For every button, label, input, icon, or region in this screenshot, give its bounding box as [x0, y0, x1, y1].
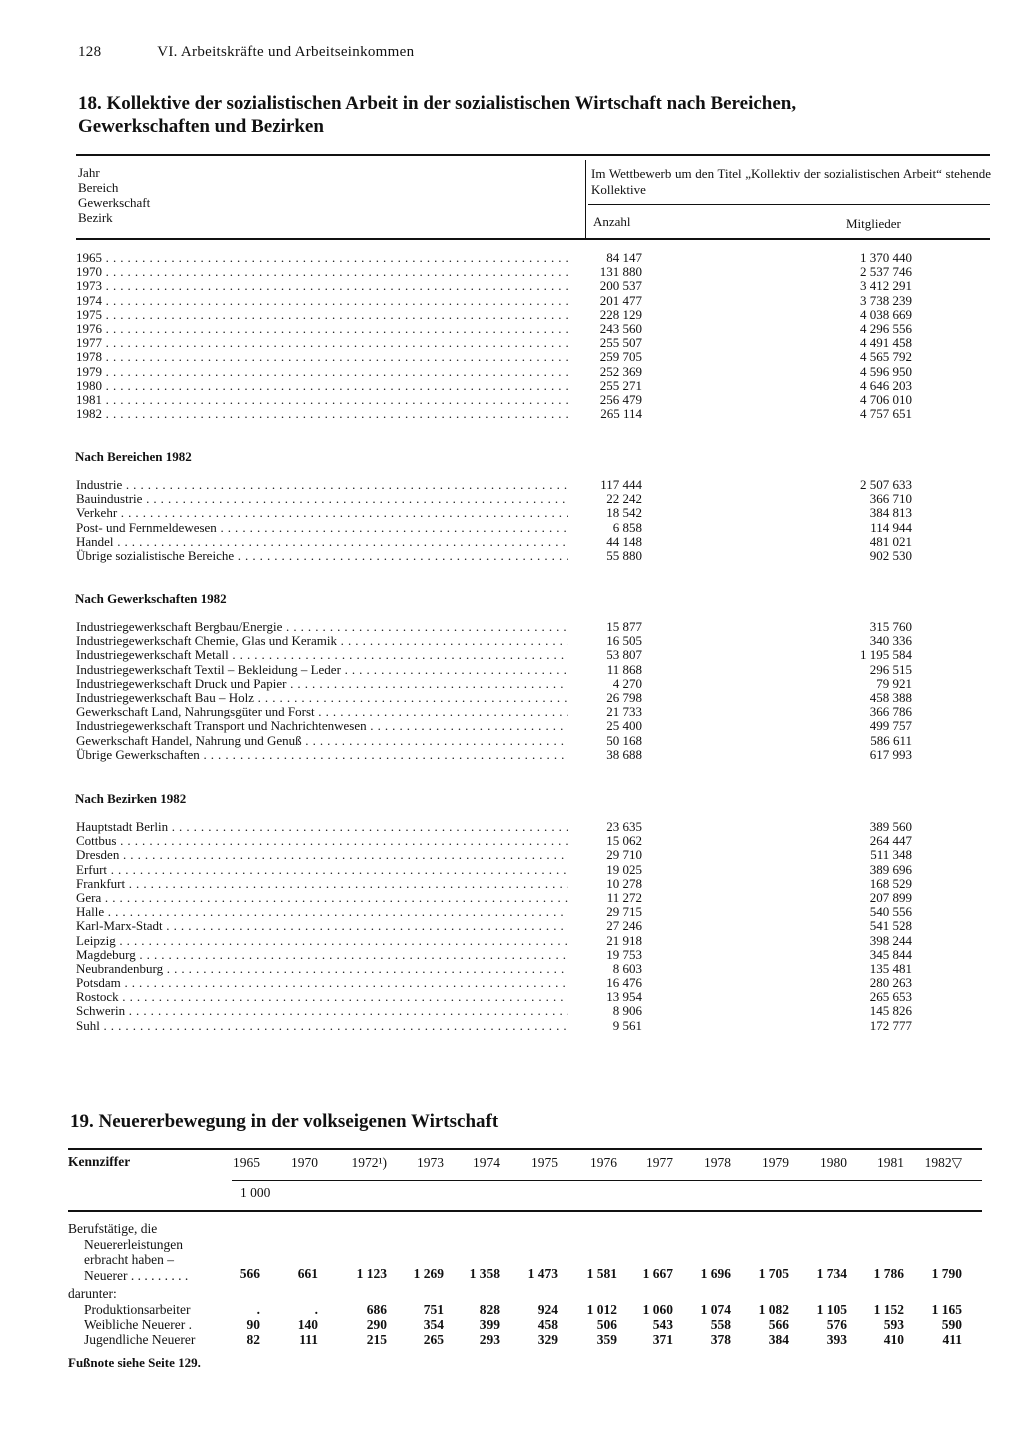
table19-header-bottom-rule [68, 1210, 982, 1212]
header-bottom-rule [76, 238, 990, 240]
row-label: Gera . . . [76, 891, 568, 905]
row-label: Verkehr . . . [76, 506, 568, 520]
table19-year-header: 1975 [531, 1155, 558, 1170]
table-row [0, 891, 1024, 905]
header-bezirk: Bezirk [78, 210, 113, 225]
table19-title: 19. Neuererbewegung in der volkseigenen Wirtschaft [70, 1111, 499, 1132]
row-label: 1975 . . . [76, 308, 568, 322]
table18-title-line1: 18. Kollektive der sozialistischen Arbeit in der sozialistischen Wirtschaft nach Bereichen, [78, 93, 797, 114]
row-mitglieder: 902 530 [869, 547, 912, 563]
row-mitglieder: 540 556 [869, 904, 912, 920]
row-label: 1970 . . . [76, 265, 568, 279]
row-anzahl: 15 062 [606, 833, 642, 849]
row-label: Industriegewerkschaft Textil – Bekleidung – Leder . . . [76, 663, 568, 677]
row-mitglieder: 135 481 [869, 960, 912, 976]
row-label: Potsdam . . . [76, 976, 568, 990]
row-label: Gewerkschaft Handel, Nahrung und Genuß . . . [76, 734, 568, 748]
row-mitglieder: 481 021 [869, 533, 912, 549]
table-row [0, 549, 1024, 563]
table-row [0, 308, 1024, 322]
table-row [0, 350, 1024, 364]
row-label: Karl-Marx-Stadt . . . [76, 919, 568, 933]
row-anzahl: 26 798 [606, 689, 642, 705]
row-anzahl: 16 476 [606, 975, 642, 991]
table19-label-line: Neuerer . . . . . . . . . [84, 1267, 189, 1283]
table-row [0, 990, 1024, 1004]
table19-subrow-value: 590 [941, 1317, 962, 1332]
header-anzahl: Anzahl [593, 214, 631, 229]
table19-subrow-value: 566 [768, 1317, 789, 1332]
table19-subrow-value: 290 [366, 1317, 387, 1332]
row-label: Industriegewerkschaft Bergbau/Energie . . . [76, 620, 568, 634]
table19-neuerer-value: 1 790 [931, 1266, 962, 1281]
table-row [0, 648, 1024, 662]
table19-subrow-label: Jugendliche Neuerer [84, 1332, 196, 1347]
table19-subrow-value: . [256, 1302, 260, 1317]
table-row [0, 820, 1024, 834]
table19-subrow-value: 751 [423, 1302, 444, 1317]
table-row [0, 748, 1024, 762]
row-mitglieder: 458 388 [869, 689, 912, 705]
row-anzahl: 21 918 [606, 932, 642, 948]
row-mitglieder: 2 537 746 [860, 264, 912, 280]
table18-header-left [78, 165, 150, 225]
section-bezirke-title: Nach Bezirken 1982 [75, 791, 187, 806]
table19-footnote: Fußnote siehe Seite 129. [68, 1355, 201, 1370]
row-anzahl: 23 635 [606, 819, 642, 834]
table19-year-header: 1973 [417, 1155, 444, 1170]
table-row [0, 322, 1024, 336]
row-anzahl: 29 710 [606, 847, 642, 863]
table19-subrow-value: 1 060 [642, 1302, 673, 1317]
table-row [0, 634, 1024, 648]
row-anzahl: 18 542 [606, 505, 642, 521]
table19-neuerer-value: 1 667 [642, 1266, 673, 1281]
row-mitglieder: 4 491 458 [860, 335, 912, 351]
row-mitglieder: 389 560 [869, 819, 912, 834]
table19-year-header: 1976 [590, 1155, 617, 1170]
row-label: Erfurt . . . [76, 863, 568, 877]
table19-year-header: 1970 [291, 1155, 318, 1170]
row-mitglieder: 280 263 [869, 975, 912, 991]
table19-neuerer-value: 1 786 [873, 1266, 904, 1281]
row-mitglieder: 1 195 584 [860, 647, 912, 663]
row-anzahl: 55 880 [606, 547, 642, 563]
table19-unit: 1 000 [240, 1185, 271, 1200]
row-mitglieder: 366 710 [869, 491, 912, 507]
row-label: Industriegewerkschaft Transport und Nachrichtenwesen . . . [76, 719, 568, 733]
table19-label-line: Berufstätige, die [68, 1221, 158, 1236]
table19-subrow-value: 111 [299, 1332, 318, 1347]
row-mitglieder: 586 611 [870, 732, 912, 748]
row-anzahl: 21 733 [606, 704, 642, 720]
row-label: Dresden . . . [76, 848, 568, 862]
table19-subrow-value: 359 [596, 1332, 617, 1347]
table19-neuerer-value: 1 705 [758, 1266, 789, 1281]
row-mitglieder: 366 786 [869, 704, 912, 720]
table-row [0, 336, 1024, 350]
row-mitglieder: 4 706 010 [860, 391, 912, 407]
row-mitglieder: 384 813 [869, 505, 912, 521]
row-label: 1982 . . . [76, 407, 568, 421]
row-anzahl: 25 400 [606, 718, 642, 734]
table19-year-header: 1981 [877, 1155, 904, 1170]
row-mitglieder: 4 646 203 [860, 377, 912, 393]
row-label: 1981 . . . [76, 393, 568, 407]
running-head [78, 44, 414, 61]
table19-neuerer-value: 566 [239, 1266, 260, 1281]
row-anzahl: 38 688 [606, 746, 642, 762]
rows-gewerkschaften [0, 620, 1024, 762]
table-row [0, 251, 1024, 265]
table19-neuerer-value: 1 473 [527, 1266, 558, 1281]
row-anzahl: 9 561 [612, 1017, 642, 1033]
table19-neuerer-value: 1 269 [413, 1266, 444, 1281]
table-row [0, 663, 1024, 677]
row-mitglieder: 4 038 669 [860, 306, 912, 322]
row-label: Übrige sozialistische Bereiche . . . [76, 549, 568, 563]
table19-subrow-value: 686 [366, 1302, 387, 1317]
row-mitglieder: 172 777 [869, 1017, 912, 1033]
table-row [0, 691, 1024, 705]
table19-year-header: 1982▽ [924, 1155, 962, 1170]
row-anzahl: 11 272 [606, 889, 642, 905]
table19-subrow-value: 924 [537, 1302, 558, 1317]
table-row [0, 294, 1024, 308]
row-anzahl: 243 560 [599, 320, 642, 336]
row-mitglieder: 1 370 440 [860, 250, 912, 265]
row-label: 1973 . . . [76, 279, 568, 293]
table19-subrow-value: 371 [652, 1332, 673, 1347]
table19-subrow-value: 828 [479, 1302, 500, 1317]
row-anzahl: 8 603 [612, 960, 642, 976]
table-row [0, 407, 1024, 421]
table19-neuerer-value: 1 581 [586, 1266, 617, 1281]
row-mitglieder: 340 336 [869, 633, 912, 649]
table19-subrow-value: 1 074 [700, 1302, 731, 1317]
row-label: Bauindustrie . . . [76, 492, 568, 506]
row-label: Neubrandenburg . . . [76, 962, 568, 976]
row-anzahl: 50 168 [606, 732, 642, 748]
table19-unit-rule [232, 1180, 982, 1181]
row-anzahl: 29 715 [606, 904, 642, 920]
row-label: Industriegewerkschaft Metall . . . [76, 648, 568, 662]
row-mitglieder: 4 596 950 [860, 363, 912, 379]
table-row [0, 719, 1024, 733]
table-row [0, 379, 1024, 393]
table19-neuerer-value: 1 734 [816, 1266, 847, 1281]
row-anzahl: 4 270 [612, 675, 642, 691]
header-jahr: Jahr [78, 165, 100, 180]
row-label: Leipzig . . . [76, 934, 568, 948]
row-anzahl: 228 129 [599, 306, 642, 322]
section-bereiche-title: Nach Bereichen 1982 [75, 449, 192, 464]
row-mitglieder: 79 921 [876, 675, 912, 691]
table-row [0, 934, 1024, 948]
row-label: Gewerkschaft Land, Nahrungsgüter und Forst . . . [76, 705, 568, 719]
table19-subrow-value: 593 [883, 1317, 904, 1332]
table19-label-line: erbracht haben – [84, 1252, 174, 1267]
header-wettbewerb: Im Wettbewerb um den Titel „Kollektiv der sozialistischen Arbeit“ stehende Kollektive [591, 166, 991, 197]
row-mitglieder: 389 696 [869, 861, 912, 877]
table19-subrow-value: 1 082 [758, 1302, 789, 1317]
row-anzahl: 53 807 [606, 647, 642, 663]
table19-subrow-value: 265 [423, 1332, 444, 1347]
row-anzahl: 27 246 [606, 918, 642, 934]
table-row [0, 478, 1024, 492]
row-anzahl: 22 242 [606, 491, 642, 507]
table-row [0, 734, 1024, 748]
table-row [0, 877, 1024, 891]
section-gewerkschaften-title: Nach Gewerkschaften 1982 [75, 591, 227, 606]
row-anzahl: 255 271 [599, 377, 642, 393]
row-anzahl: 19 025 [606, 861, 642, 877]
row-anzahl: 255 507 [599, 335, 642, 351]
row-mitglieder: 541 528 [869, 918, 912, 934]
table19-subrow-value: 458 [537, 1317, 558, 1332]
row-mitglieder: 4 565 792 [860, 349, 912, 365]
table19-subrow-label: Weibliche Neuerer . [84, 1317, 192, 1332]
table19-neuerer-value: 1 696 [700, 1266, 731, 1281]
table19-year-header: 1974 [473, 1155, 500, 1170]
table19-neuerer-value: 1 123 [356, 1266, 387, 1281]
table-row [0, 677, 1024, 691]
table19-subrow-value: 1 012 [586, 1302, 617, 1317]
rows-years [0, 251, 1024, 421]
table19-year-header: 1978 [704, 1155, 731, 1170]
table-row [0, 265, 1024, 279]
table19-subrow-value: 378 [710, 1332, 731, 1347]
header-subrule [588, 204, 990, 205]
row-anzahl: 131 880 [599, 264, 642, 280]
row-label: Schwerin . . . [76, 1004, 568, 1018]
chapter-title: VI. Arbeitskräfte und Arbeitseinkommen [157, 44, 415, 60]
row-label: Magdeburg . . . [76, 948, 568, 962]
table19-subrow-value: 293 [479, 1332, 500, 1347]
row-mitglieder: 398 244 [869, 932, 912, 948]
row-anzahl: 44 148 [606, 533, 642, 549]
row-mitglieder: 617 993 [869, 746, 912, 762]
table-row [0, 365, 1024, 379]
row-label: Industriegewerkschaft Chemie, Glas und Keramik . . . [76, 634, 568, 648]
table-row [0, 705, 1024, 719]
row-label: Rostock . . . [76, 990, 568, 1004]
table-row [0, 962, 1024, 976]
table19-subrow-value: 543 [652, 1317, 673, 1332]
table19-top-rule [68, 1148, 982, 1150]
table-row [0, 620, 1024, 634]
row-anzahl: 201 477 [599, 292, 642, 308]
top-rule [76, 154, 990, 156]
row-label: Post- und Fernmeldewesen . . . [76, 521, 568, 535]
row-mitglieder: 315 760 [869, 619, 912, 634]
table19-subrow-value: 399 [479, 1317, 500, 1332]
row-anzahl: 8 906 [612, 1003, 642, 1019]
row-anzahl: 117 444 [600, 477, 642, 492]
row-anzahl: 16 505 [606, 633, 642, 649]
row-mitglieder: 168 529 [869, 875, 912, 891]
page-number: 128 [78, 44, 102, 60]
row-anzahl: 13 954 [606, 989, 642, 1005]
row-mitglieder: 499 757 [869, 718, 912, 734]
header-divider [585, 160, 586, 240]
table19-year-header: 1977 [646, 1155, 673, 1170]
row-mitglieder: 265 653 [869, 989, 912, 1005]
rows-bezirke [0, 820, 1024, 1033]
table-row [0, 976, 1024, 990]
table-row [0, 948, 1024, 962]
table-row [0, 492, 1024, 506]
table19-subrow-value: 506 [596, 1317, 617, 1332]
row-mitglieder: 511 348 [870, 847, 912, 863]
table19-subrow-value: 215 [366, 1332, 387, 1347]
rows-bereiche [0, 478, 1024, 563]
table-row [0, 1004, 1024, 1018]
row-label: 1980 . . . [76, 379, 568, 393]
table19-year-header: 1965 [233, 1155, 260, 1170]
row-label: 1979 . . . [76, 365, 568, 379]
table-row [0, 848, 1024, 862]
row-label: Frankfurt . . . [76, 877, 568, 891]
row-label: Hauptstadt Berlin . . . [76, 820, 568, 834]
table19-subrow-value: 411 [942, 1332, 962, 1347]
table-row [0, 279, 1024, 293]
row-anzahl: 256 479 [599, 391, 642, 407]
table19-label-line: Neuererleistungen [84, 1236, 183, 1252]
row-mitglieder: 3 412 291 [860, 278, 912, 294]
table-row [0, 506, 1024, 520]
header-mitglieder: Mitglieder [846, 216, 901, 231]
row-label: Cottbus . . . [76, 834, 568, 848]
table-row [0, 834, 1024, 848]
row-label: 1977 . . . [76, 336, 568, 350]
row-label: 1976 . . . [76, 322, 568, 336]
table18-title-line2: Gewerkschaften und Bezirken [78, 116, 324, 137]
table19-subrow-value: 576 [826, 1317, 847, 1332]
table19-subrow-value: . [314, 1302, 318, 1317]
table19-neuerer-value: 661 [297, 1266, 318, 1281]
table19-neuerer-value: 1 358 [469, 1266, 500, 1281]
row-mitglieder: 264 447 [869, 833, 912, 849]
table19-year-header: 1972¹) [351, 1155, 387, 1170]
row-label: Suhl . . . [76, 1019, 568, 1033]
table19-subrow-value: 1 152 [873, 1302, 904, 1317]
table19-subrow-value: 384 [768, 1332, 789, 1347]
row-label: Industriegewerkschaft Druck und Papier . . . [76, 677, 568, 691]
table19-subrow-value: 329 [537, 1332, 558, 1347]
row-anzahl: 15 877 [606, 619, 642, 634]
row-mitglieder: 2 507 633 [860, 477, 912, 492]
row-anzahl: 6 858 [612, 519, 642, 535]
row-mitglieder: 145 826 [869, 1003, 912, 1019]
row-label: Industriegewerkschaft Bau – Holz . . . [76, 691, 568, 705]
table19-subrow-value: 393 [826, 1332, 847, 1347]
table19-subrow-value: 90 [246, 1317, 260, 1332]
row-mitglieder: 3 738 239 [860, 292, 912, 308]
table-row [0, 905, 1024, 919]
table19-subrow-value: 558 [710, 1317, 731, 1332]
table18-title [78, 92, 978, 138]
row-anzahl: 259 705 [599, 349, 642, 365]
row-anzahl: 11 868 [606, 661, 642, 677]
row-mitglieder: 4 296 556 [860, 320, 912, 336]
table19-darunter: darunter: [68, 1286, 117, 1301]
row-label: 1978 . . . [76, 350, 568, 364]
row-label: Halle . . . [76, 905, 568, 919]
row-mitglieder: 207 899 [869, 889, 912, 905]
row-label: Industrie . . . [76, 478, 568, 492]
row-anzahl: 10 278 [606, 875, 642, 891]
table19-subrow-value: 1 105 [816, 1302, 847, 1317]
table19-subrow-value: 1 165 [931, 1302, 962, 1317]
table-row [0, 535, 1024, 549]
row-mitglieder: 114 944 [870, 519, 912, 535]
table-row [0, 393, 1024, 407]
table19-subrow-value: 82 [246, 1332, 260, 1347]
table19-subrow-value: 140 [297, 1317, 318, 1332]
row-label: Handel . . . [76, 535, 568, 549]
table-row [0, 521, 1024, 535]
table19-year-header: 1979 [762, 1155, 789, 1170]
row-anzahl: 200 537 [599, 278, 642, 294]
table19-col-kennziffer: Kennziffer [68, 1154, 131, 1169]
row-label: 1965 . . . [76, 251, 568, 265]
row-mitglieder: 296 515 [869, 661, 912, 677]
header-gewerkschaft: Gewerkschaft [78, 195, 151, 210]
row-anzahl: 265 114 [600, 406, 642, 422]
row-anzahl: 19 753 [606, 946, 642, 962]
row-label: Übrige Gewerkschaften . . . [76, 748, 568, 762]
table-row [0, 1019, 1024, 1033]
table-row [0, 863, 1024, 877]
table19-subrow-value: 410 [883, 1332, 904, 1347]
table-row [0, 919, 1024, 933]
row-anzahl: 84 147 [606, 250, 642, 265]
header-bereich: Bereich [78, 180, 119, 195]
row-mitglieder: 345 844 [869, 946, 912, 962]
row-anzahl: 252 369 [599, 363, 642, 379]
row-mitglieder: 4 757 651 [860, 406, 912, 422]
row-label: 1974 . . . [76, 294, 568, 308]
table19-year-header: 1980 [820, 1155, 847, 1170]
table19-subrow-value: 354 [423, 1317, 444, 1332]
table19-subrow-label: Produktionsarbeiter [84, 1302, 191, 1317]
